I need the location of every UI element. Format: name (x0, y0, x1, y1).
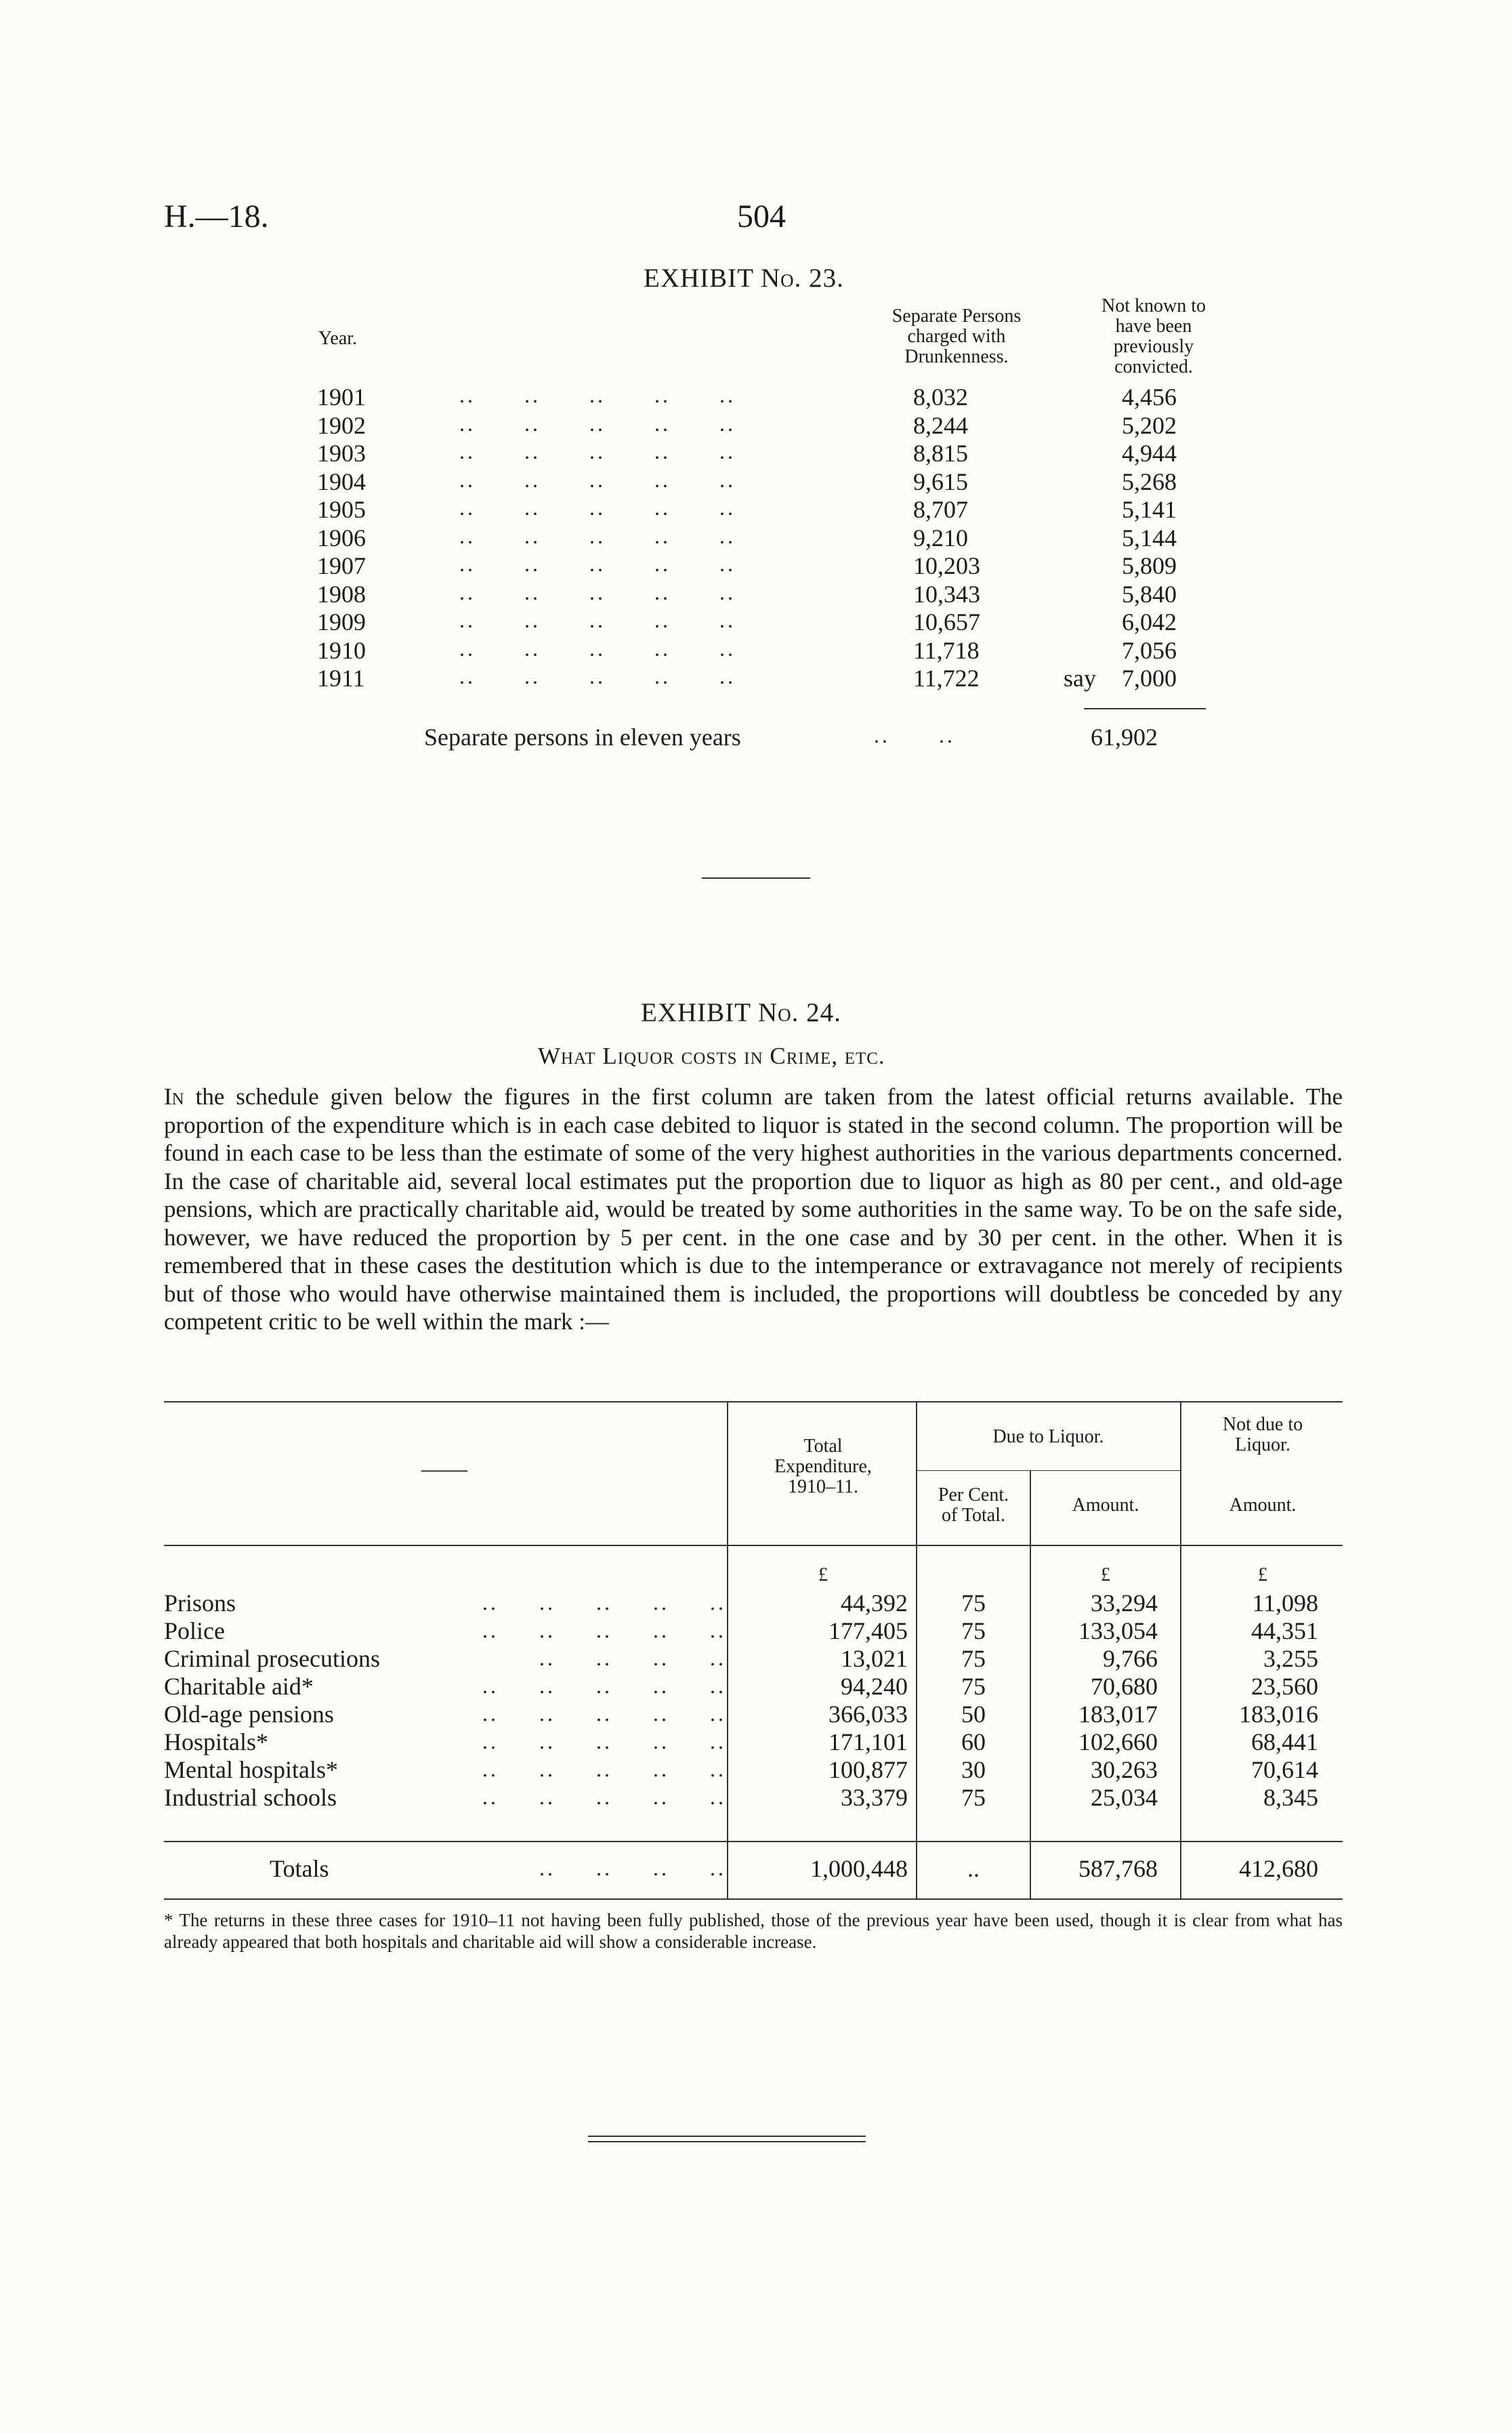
col-separate-line: Separate Persons (891, 306, 1022, 327)
separate-cell: 8,707 (913, 496, 968, 523)
due-cell: 25,034 (1091, 1784, 1158, 1811)
row-label: Mental hospitals* (164, 1756, 338, 1783)
due-cell: 9,766 (1103, 1645, 1158, 1672)
row-label: Old-age pensions (164, 1701, 334, 1728)
exhibit-23-title-number: No. 23. (761, 264, 844, 293)
table-row: 1911 .. .. .. .. .. 11,722 say 7,000 (317, 664, 1177, 692)
exhibit-24-title-number: No. 24. (758, 998, 841, 1027)
table-row: Industrial schools .. .. .. .. .. 33,379 75 25,034 8,345 (164, 1784, 1318, 1811)
col-not-due-line: Liquor. (1235, 1434, 1290, 1455)
not-known-cell: 5,840 (1122, 580, 1177, 608)
table-row: 1905 .. .. .. .. .. 8,707 5,141 (317, 495, 1177, 523)
year-cell: 1907 (317, 552, 366, 579)
total-leader: .. .. (874, 723, 955, 747)
totals-label: Totals (270, 1855, 329, 1882)
not-known-cell: 5,202 (1122, 411, 1177, 439)
totals-not-due-cell: 412,680 (1239, 1855, 1318, 1882)
col-due-head: Due to Liquor. (992, 1426, 1104, 1447)
row-label: Prisons (164, 1589, 236, 1617)
exhibit-23-col-year: Year. (318, 328, 358, 349)
due-cell: 33,294 (1091, 1589, 1158, 1617)
not-due-cell: 44,351 (1251, 1617, 1318, 1644)
table-row: Hospitals* .. .. .. .. .. 171,101 60 102,660 68,441 (164, 1728, 1318, 1755)
exhibit-23-title-prefix: EXHIBIT (644, 264, 761, 293)
not-due-cell: 8,345 (1263, 1784, 1318, 1811)
col-total-line: Expenditure, (774, 1456, 872, 1477)
year-cell: 1903 (317, 440, 366, 467)
table-row: 1903 .. .. .. .. .. 8,815 4,944 (317, 439, 1177, 467)
percent-cell: 50 (961, 1701, 986, 1728)
table-row: 1902 .. .. .. .. .. 8,244 5,202 (317, 411, 1177, 439)
total-cell: 177,405 (828, 1617, 908, 1644)
not-known-cell: 5,144 (1122, 524, 1177, 552)
table-row: Police .. .. .. .. .. 177,405 75 133,054 44,351 (164, 1617, 1318, 1644)
year-cell: 1910 (317, 636, 366, 664)
col-due-amount-head: Amount. (1072, 1495, 1139, 1516)
table-row: 1901 .. .. .. .. .. 8,032 4,456 (317, 383, 1177, 411)
col-separate-line: Drunkenness. (904, 346, 1009, 367)
currency-symbol: £ (1258, 1564, 1267, 1585)
year-cell: 1908 (317, 580, 366, 608)
exhibit-23-table (317, 383, 1198, 692)
year-cell: 1905 (317, 496, 366, 523)
section-divider (702, 877, 810, 879)
due-cell: 30,263 (1091, 1756, 1158, 1783)
table-row: 1909 .. .. .. .. .. 10,657 6,042 (317, 608, 1177, 636)
due-cell: 133,054 (1078, 1617, 1158, 1644)
sum-rule (1084, 708, 1206, 709)
not-due-cell: 70,614 (1251, 1756, 1318, 1783)
table-row: Prisons .. .. .. .. .. 44,392 75 33,294 11,098 (164, 1589, 1318, 1617)
exhibit-23-total-value: 61,902 (1091, 724, 1158, 751)
end-rule (588, 2136, 866, 2137)
not-due-cell: 183,016 (1239, 1701, 1318, 1728)
exhibit-23-col-separate (868, 306, 1045, 367)
year-cell: 1904 (317, 467, 366, 495)
table-top-rule (164, 1401, 1343, 1402)
row-label: Criminal prosecutions (164, 1645, 380, 1672)
table-row: 1906 .. .. .. .. .. 9,210 5,144 (317, 523, 1177, 552)
table-row: Mental hospitals* .. .. .. .. .. 100,877 30 30,263 70,614 (164, 1756, 1318, 1783)
table-bottom-rule (164, 1898, 1343, 1900)
col-not-due-amount-head: Amount. (1229, 1495, 1297, 1516)
intro-text: the schedule given below the figures in the first column are taken from the latest official returns available. The proportion of the expenditure which is in each case debited to liquor is stated in the second column. The proportion will be found in each case to be less than the estimate of some of the very highest authorities in the various departments concerned. In the case of charitable aid, several local estimates put the proportion due to liquor as high as 80 per cent., and old-age pensions, which are practically charitable aid, would be treated by some authorities in the same way. To be on the safe side, however, we have reduced the proportion by 5 per cent. in the one case and by 30 per cent. in the other. When it is remembered that in these cases the destitution which is due to the intemperance or extravagance not merely of recipients but of those who would have otherwise maintained them is included, the proportions will doubtless be conceded by any competent critic to be well within the mark :— (164, 1083, 1343, 1335)
col-not-due-head (1183, 1415, 1343, 1455)
separate-cell: 11,722 (913, 665, 980, 692)
exhibit-24-subtitle: What Liquor costs in Crime, etc. (538, 1043, 885, 1069)
total-cell: 33,379 (841, 1784, 908, 1811)
not-known-cell: 5,268 (1122, 467, 1177, 495)
total-cell: 13,021 (841, 1645, 908, 1672)
year-cell: 1909 (317, 608, 366, 636)
total-cell: 94,240 (841, 1673, 908, 1700)
percent-cell: 75 (961, 1673, 986, 1700)
percent-cell: 75 (961, 1589, 986, 1617)
percent-cell: 75 (961, 1784, 986, 1811)
col-not-known-line: previously (1113, 336, 1194, 357)
percent-cell: 30 (961, 1756, 986, 1783)
currency-symbol: £ (818, 1564, 828, 1585)
totals-row: Totals .. .. .. .. 1,000,448 .. 587,768 412,680 (270, 1855, 1318, 1882)
row-label: Hospitals* (164, 1728, 269, 1755)
col-total-line: Total (803, 1436, 843, 1457)
separate-cell: 8,244 (913, 411, 968, 439)
col-not-known-line: convicted. (1114, 356, 1193, 377)
not-known-cell: 5,141 (1122, 496, 1177, 523)
due-cell: 102,660 (1078, 1728, 1158, 1755)
col-total-line: 1910–11. (788, 1476, 858, 1497)
year-cell: 1911 (317, 665, 365, 692)
separate-cell: 9,210 (913, 524, 968, 552)
total-cell: 100,877 (828, 1756, 908, 1783)
due-cell: 183,017 (1078, 1701, 1158, 1728)
col-not-known-line: have been (1115, 316, 1192, 337)
footnote: * The returns in these three cases for 1910–11 not having been fully published, those of the previous year have been used, though it is clear from what has already appeared that both hospitals and charitable aid will show a considerable increase. (164, 1910, 1343, 1952)
end-rule (588, 2141, 866, 2142)
percent-cell: 75 (961, 1645, 986, 1672)
table-row: 1907 .. .. .. .. .. 10,203 5,809 (317, 552, 1177, 579)
separate-cell: 10,343 (913, 580, 980, 608)
separate-cell: 9,615 (913, 467, 968, 495)
document-reference: H.—18. (164, 199, 269, 234)
exhibit-23-title (644, 263, 844, 293)
totals-percent-cell: .. (967, 1855, 980, 1882)
year-cell: 1902 (317, 411, 366, 439)
table-row: Charitable aid* .. .. .. .. .. 94,240 75 70,680 23,560 (164, 1673, 1318, 1700)
exhibit-24-title-prefix: EXHIBIT (641, 998, 759, 1027)
due-subheader-rule (916, 1470, 1180, 1471)
not-known-cell: 7,056 (1122, 636, 1177, 664)
not-known-cell: 4,944 (1122, 440, 1177, 467)
total-cell: 366,033 (828, 1701, 908, 1728)
total-cell: 44,392 (841, 1589, 908, 1617)
table-row: 1910 .. .. .. .. .. 11,718 7,056 (317, 636, 1177, 664)
not-known-cell: 5,809 (1122, 552, 1177, 579)
blank-column-head: —— (421, 1457, 467, 1482)
col-percent-head (918, 1485, 1029, 1526)
percent-cell: 75 (961, 1617, 986, 1644)
col-separate-line: charged with (907, 326, 1006, 347)
not-due-cell: 23,560 (1251, 1673, 1318, 1700)
col-total-head (732, 1436, 915, 1497)
separate-cell: 11,718 (913, 636, 980, 664)
not-known-cell: 6,042 (1122, 608, 1177, 636)
not-due-cell: 11,098 (1252, 1589, 1318, 1617)
not-known-cell: 4,456 (1122, 383, 1177, 411)
row-label: Police (164, 1617, 225, 1644)
row-label: Charitable aid* (164, 1673, 314, 1700)
totals-due-cell: 587,768 (1078, 1855, 1158, 1882)
row-label: Industrial schools (164, 1784, 337, 1811)
intro-dropcap: In (164, 1083, 184, 1110)
total-cell: 171,101 (828, 1728, 908, 1755)
table-row: Criminal prosecutions .. .. .. .. 13,021 75 9,766 3,255 (164, 1645, 1318, 1672)
not-due-cell: 68,441 (1251, 1728, 1318, 1755)
exhibit-23-total-label: Separate persons in eleven years (424, 724, 741, 751)
prefix-cell: say (1064, 665, 1096, 692)
page-number: 504 (737, 199, 786, 234)
col-not-due-line: Not due to (1222, 1414, 1303, 1435)
percent-cell: 60 (961, 1728, 986, 1755)
due-cell: 70,680 (1091, 1673, 1158, 1700)
not-due-cell: 3,255 (1263, 1645, 1318, 1672)
col-percent-line: of Total. (942, 1505, 1005, 1526)
exhibit-24-intro (164, 1083, 1343, 1336)
year-cell: 1901 (317, 383, 366, 411)
separate-cell: 8,815 (913, 440, 968, 467)
exhibit-23-col-not-known (1062, 296, 1245, 377)
separate-cell: 8,032 (913, 383, 968, 411)
table-row: Old-age pensions .. .. .. .. .. 366,033 50 183,017 183,016 (164, 1701, 1318, 1728)
table-header-rule (164, 1545, 1343, 1546)
not-known-cell: 7,000 (1122, 665, 1177, 692)
year-cell: 1906 (317, 524, 366, 552)
col-not-known-line: Not known to (1101, 295, 1206, 316)
col-percent-line: Per Cent. (938, 1484, 1009, 1505)
table-row: 1908 .. .. .. .. .. 10,343 5,840 (317, 579, 1177, 608)
exhibit-24-title (641, 997, 841, 1028)
table-totals-rule (164, 1841, 1343, 1842)
separate-cell: 10,657 (913, 608, 980, 636)
totals-total-cell: 1,000,448 (810, 1855, 908, 1882)
separate-cell: 10,203 (913, 552, 980, 579)
currency-symbol: £ (1101, 1564, 1110, 1585)
table-row: 1904 .. .. .. .. .. 9,615 5,268 (317, 467, 1177, 495)
